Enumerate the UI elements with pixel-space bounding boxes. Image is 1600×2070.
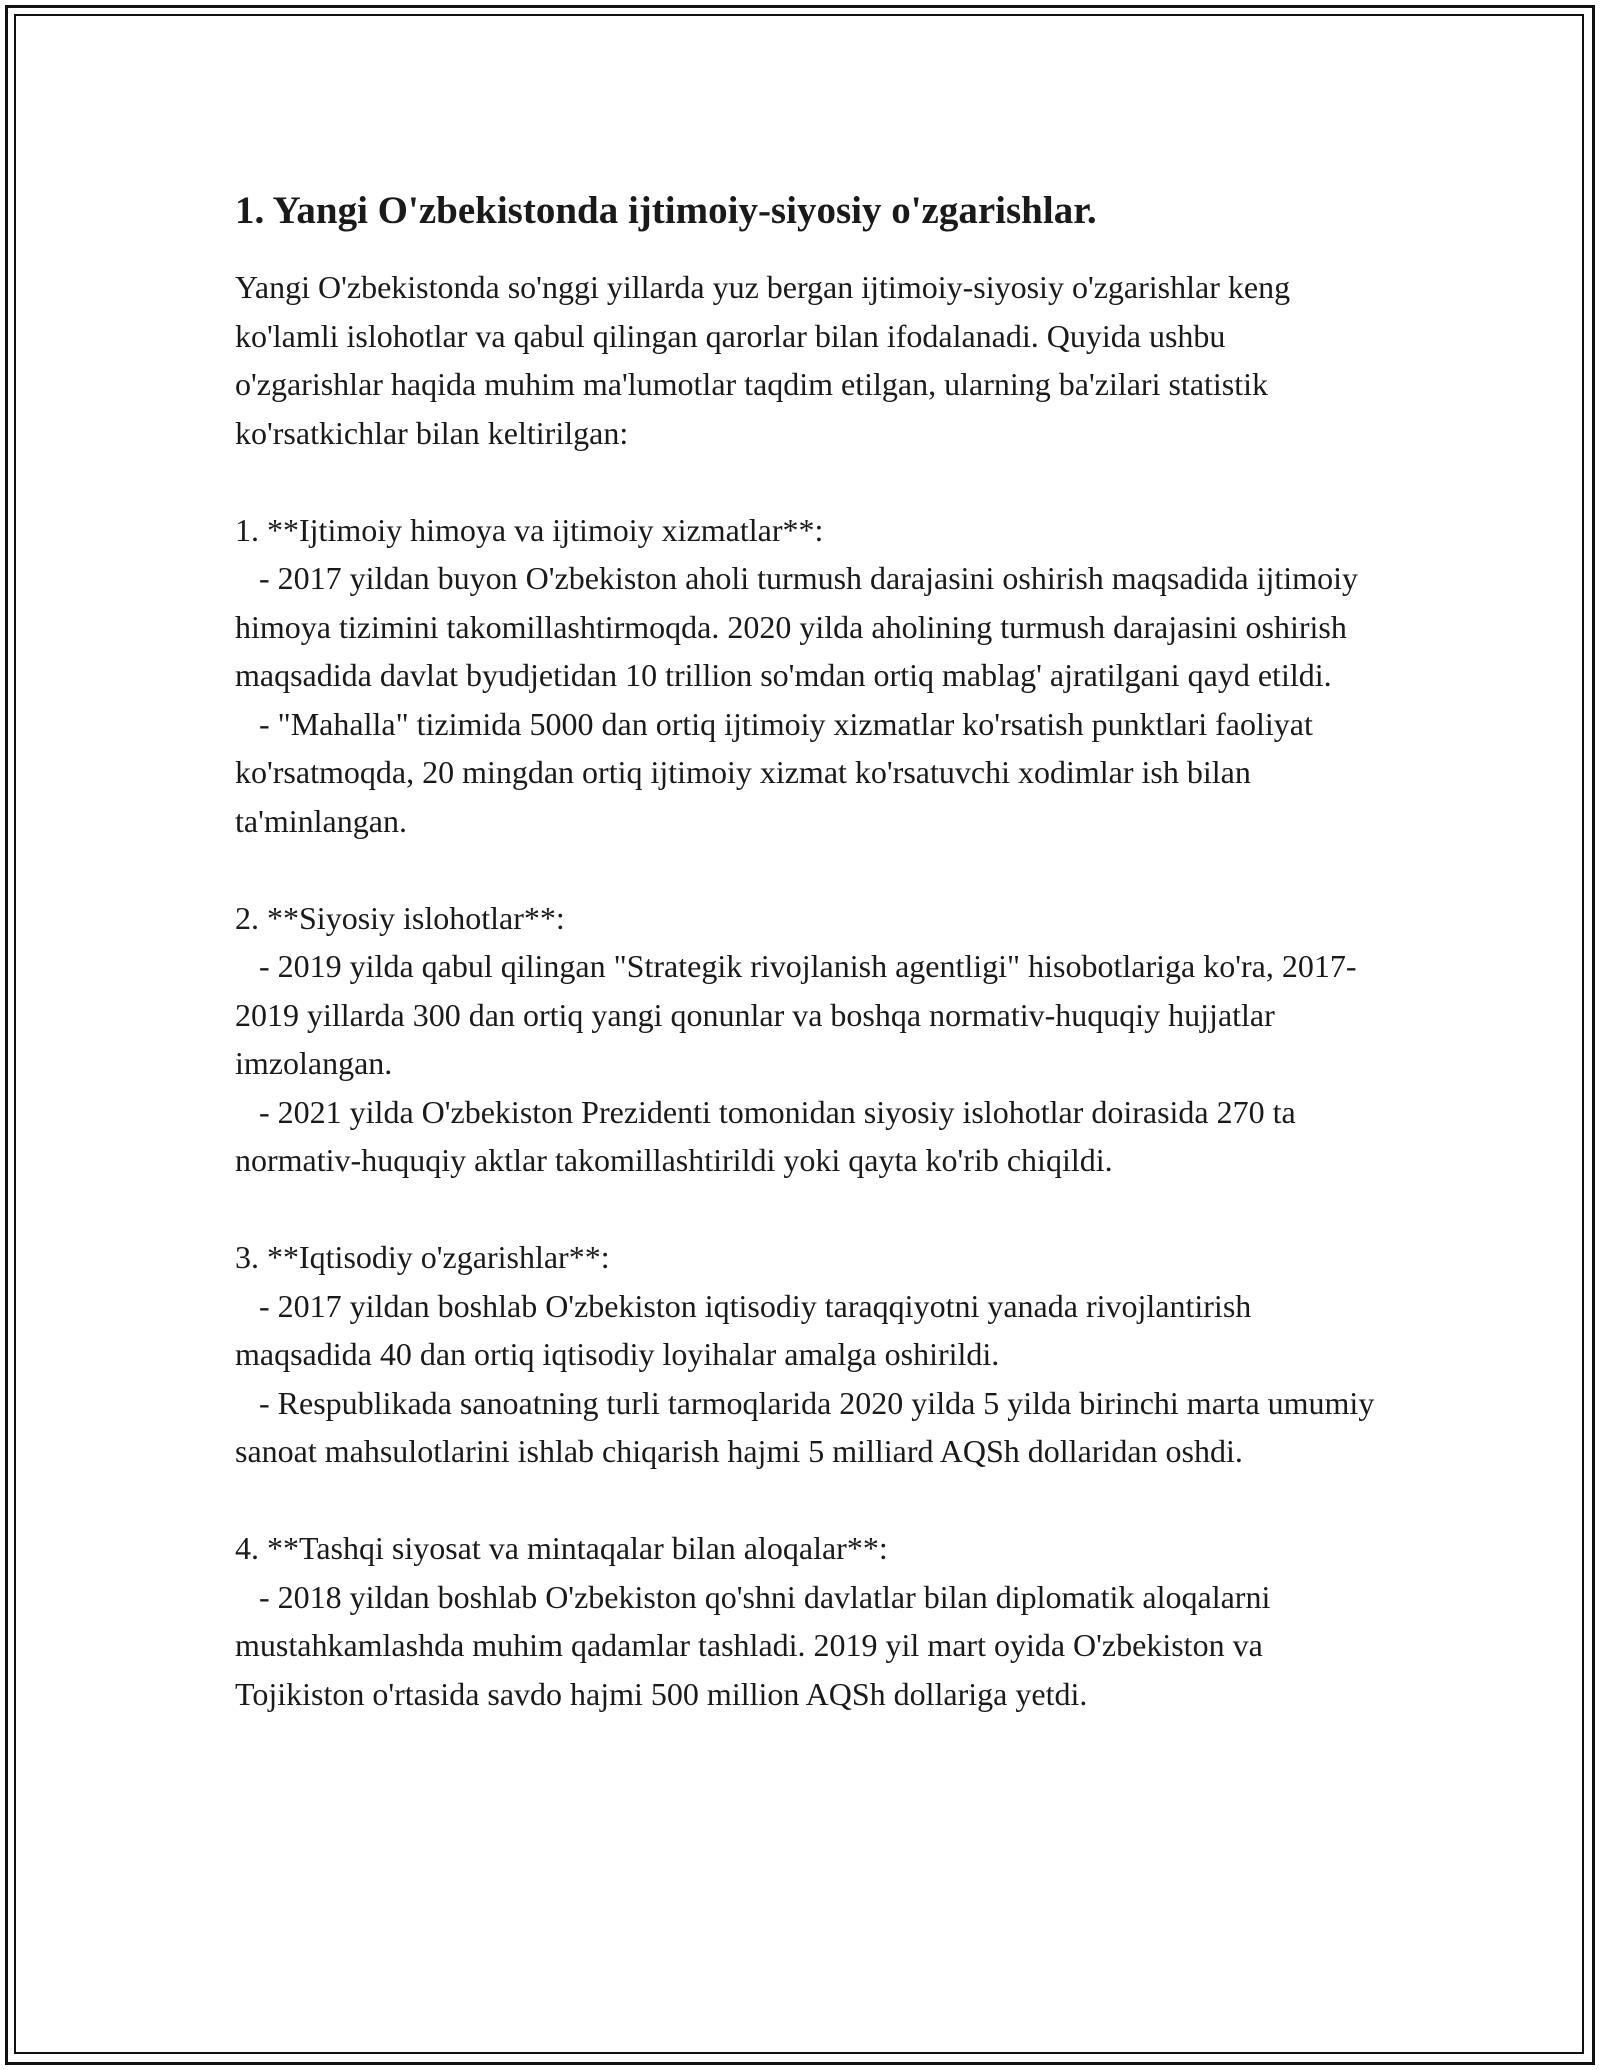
section-social-protection [235,506,1375,846]
list-item: - 2021 yilda O'zbekiston Prezidenti tomonidan siyosiy islohotlar doirasida 270 ta normativ-huquqiy aktlar takomillashtirildi yoki qayta ko'rib chiqildi. [235,1093,1304,1178]
section-heading: 2. **Siyosiy islohotlar**: [235,899,565,936]
section-heading: 4. **Tashqi siyosat va mintaqalar bilan aloqalar**: [235,1530,888,1566]
section-political-reforms [235,894,1375,1185]
section-foreign-policy [235,1524,1375,1718]
section-heading: 3. **Iqtisodiy o'zgarishlar**: [235,1239,610,1275]
intro-paragraph: Yangi O'zbekistonda so'nggi yillarda yuz bergan ijtimoiy-siyosiy o'zgarishlar keng ko'lamli islohotlar va qabul qilingan qarorlar bilan ifodalanadi. Quyida ushbu o'zgarishlar haqida muhim ma'lumotlar taqdim etilgan, ularning ba'zilari statistik ko'rsatkichlar bilan keltirilgan: [235,269,1291,451]
list-item: - 2019 yilda qabul qilingan "Strategik rivojlanish agentligi" hisobotlariga ko'ra, 2017-2019 yillarda 300 dan ortiq yangi qonunlar va boshqa normativ-huquqiy hujjatlar imzolangan. [235,948,1357,1081]
section-economic-changes [235,1233,1383,1476]
list-item: - 2018 yildan boshlab O'zbekiston qo'shni davlatlar bilan diplomatik aloqalarni mustahkamlashda muhim qadamlar tashladi. 2019 yil mart oyida O'zbekiston va Tojikiston o'rtasida savdo hajmi 500 million AQSh dollariga yetdi. [235,1578,1279,1712]
section-heading: 1. **Ijtimoiy himoya va ijtimoiy xizmatlar**: [235,511,824,548]
list-item: - Respublikada sanoatning turli tarmoqlarida 2020 yilda 5 yilda birinchi marta umumiy sanoat mahsulotlarini ishlab chiqarish hajmi 5 milliard AQSh dollaridan oshdi. [235,1384,1383,1469]
document-page [235,185,1383,1718]
list-item: - 2017 yildan buyon O'zbekiston aholi turmush darajasini oshirish maqsadida ijtimoiy himoya tizimini takomillashtirmoqda. 2020 yilda aholining turmush darajasini oshirish maqsadida davlat byudjetidan 10 trillion so'mdan ortiq mablag' ajratilgani qayd etildi. [235,560,1366,693]
list-item: - "Mahalla" tizimida 5000 dan ortiq ijtimoiy xizmatlar ko'rsatish punktlari faoliyat ko'rsatmoqda, 20 mingdan ortiq ijtimoiy xizmat ko'rsatuvchi xodimlar ish bilan ta'minlangan. [235,705,1321,839]
list-item: - 2017 yildan boshlab O'zbekiston iqtisodiy taraqqiyotni yanada rivojlantirish maqsadida 40 dan ortiq iqtisodiy loyihalar amalga oshirildi. [235,1287,1260,1372]
document-title: 1. Yangi O'zbekistonda ijtimoiy-siyosiy o'zgarishlar. [235,189,1097,232]
